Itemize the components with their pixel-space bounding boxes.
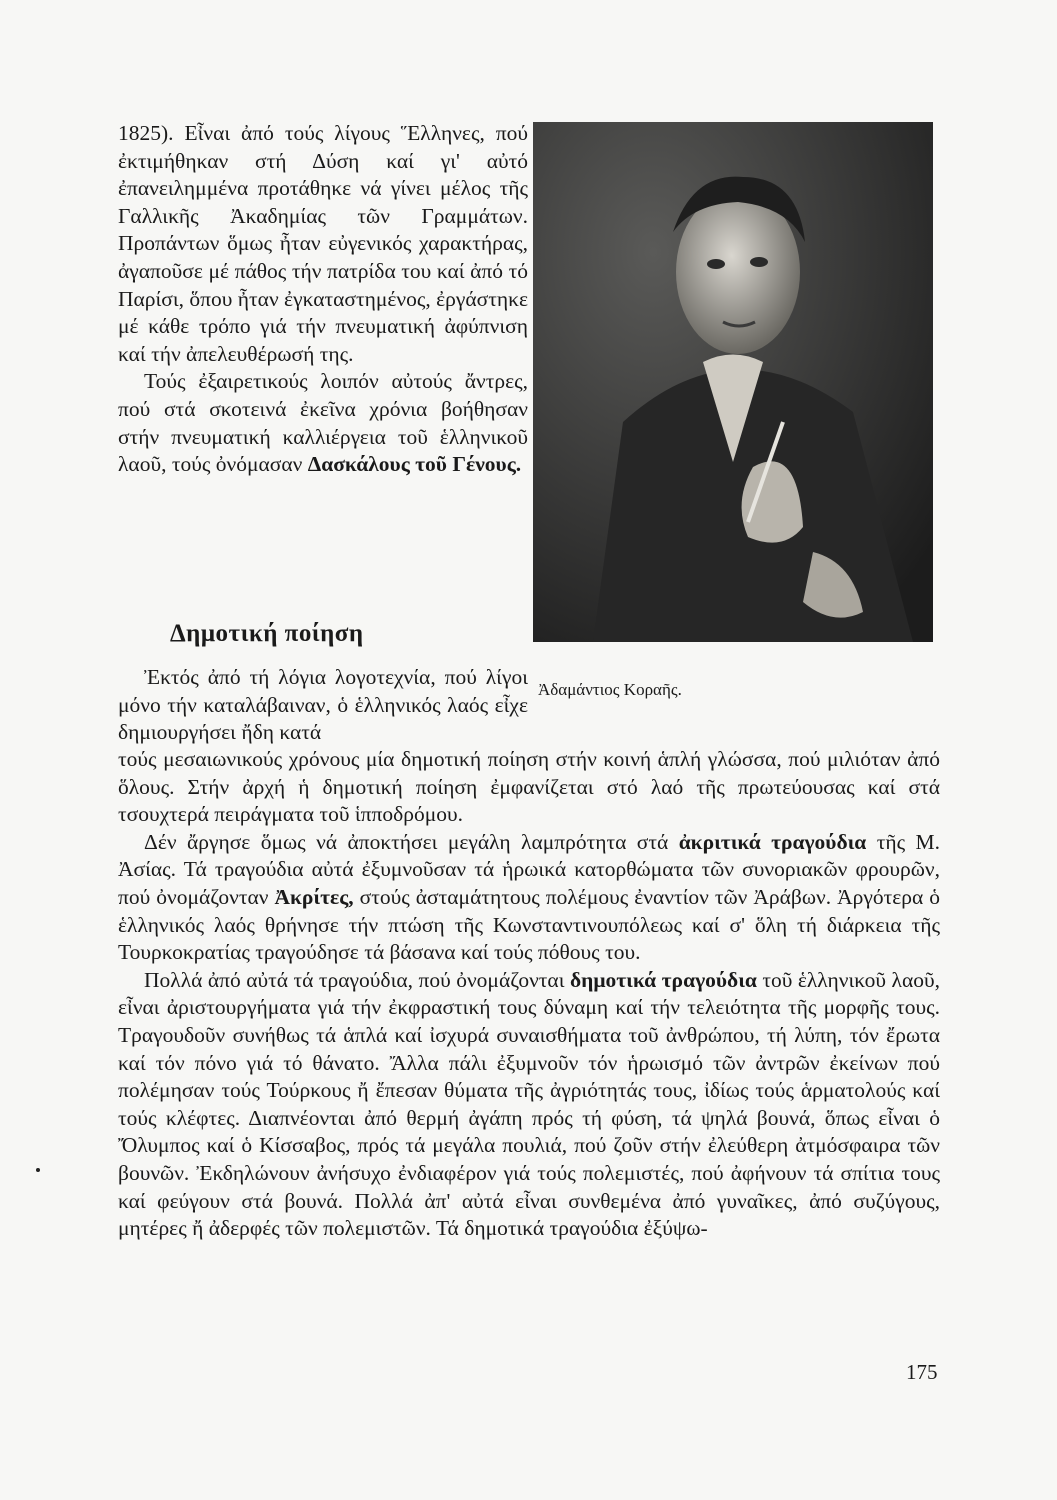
akritic-paragraph xyxy=(118,829,940,967)
intro-paragraph: 1825). Εἶναι ἀπό τούς λίγους Ἕλληνες, πού ἐκτιμήθηκαν στή Δύση καί γι' αὐτό ἐπανειλημμένα προτάθηκε νά γίνει μέλος τῆς Γαλλικῆς Ἀκαδημίας τῶν Γραμμάτων. Προπάντων ὅμως ἦταν εὐγενικός χαρακτήρας, ἀγαποῦσε μέ πάθος τήν πατρίδα του καί ἀπό τό Παρίσι, ὅπου ἦταν ἐγκαταστημένος, ἐργάστηκε μέ κάθε τρόπο γιά τήν πνευματική ἀφύπνιση καί τήν ἀπελευθέρωσή της. xyxy=(118,121,529,366)
folk-paragraph-continued: τούς μεσαιωνικούς χρόνους μία δημοτική ποίηση στήν κοινή ἁπλή γλώσσα, πού μιλιόταν ἀπό ὅλους. Στήν ἀρχή ἡ δημοτική ποίηση ἐμφανίζεται στό λαό τῆς πρωτεύουσας καί στά τσουχτερά πειράγματα τοῦ ἱπποδρόμου. xyxy=(118,747,940,827)
page-number: 175 xyxy=(906,1360,938,1384)
akritic-text-1: Δέν ἄργησε ὅμως νά ἀποκτήσει μεγάλη λαμπρότητα στά xyxy=(144,829,679,854)
folk-paragraph-left xyxy=(118,664,528,747)
teachers-text: Τούς ἐξαιρετικούς λοιπόν αὐτούς ἄντρες, πού στά σκοτεινά ἐκεῖνα χρόνια βοήθησαν στήν πνευματική καλλιέργεια τοῦ ἑλληνικοῦ λαοῦ, τούς ὀνόμασαν xyxy=(118,369,528,477)
folk-paragraph-start: Ἐκτός ἀπό τή λόγια λογοτεχνία, πού λίγοι μόνο τήν καταλάβαιναν, ὁ ἑλληνικός λαός εἶχε δημιουργήσει ἤδη κατά xyxy=(118,665,528,745)
margin-mark xyxy=(36,1168,40,1172)
full-width-text xyxy=(118,746,940,1243)
akritic-text-2: τῆς Μ. Ἀσίας. Τά τραγούδια αὐτά ἐξυμνοῦσαν τά ἡρωικά κατορθώματα τῶν συνοριακῶν φρουρῶν, πού ὀνομάζονταν xyxy=(118,829,940,909)
teachers-paragraph xyxy=(118,368,528,478)
section-heading: Δημοτική ποίηση xyxy=(170,620,364,647)
folk-songs-text-1: Πολλά ἀπό αὐτά τά τραγούδια, πού ὀνομάζονται xyxy=(144,967,570,992)
folk-songs-text-2: τοῦ ἑλληνικοῦ λαοῦ, εἶναι ἀριστουργήματα γιά τήν ἐκφραστική τους δύναμη καί τήν τελειότητα τῆς μορφῆς τους. Τραγουδοῦν συνήθως τά ἁπλά καί ἰσχυρά συναισθήματα τοῦ ἀνθρώπου, τή λύπη, τόν ἔρωτα καί τόν πόνο γιά τό θάνατο. Ἄλλα πάλι ἐξυμνοῦν τόν ἡρωισμό τῶν ἀντρῶν ἐκείνων πού πολέμησαν τούς Τούρκους ἤ ἔπεσαν θύματα τῆς ἀγριότητάς τους, ἰδίως τούς ἁρματολούς καί τούς κλέφτες. Διαπνέονται ἀπό θερμή ἀγάπη πρός τή φύση, τά ψηλά βουνά, ὅπως εἶναι ὁ Ὄλυμπος καί ὁ Κίσσαβος, πρός τά μεγάλα πουλιά, πού ζοῦν στήν ἐλεύθερη ἀτμόσφαιρα τῶν βουνῶν. Ἐκδηλώνουν ἀνήσυχο ἐνδιαφέρον γιά τούς πολεμιστές, πού ἀφήνουν τά σπίτια τους καί φεύγουν στά βουνά. Πολλά ἀπ' αὐτά εἶναι συνθεμένα ἀπό γυναῖκες, ἀπό συζύγους, μητέρες ἤ ἀδερφές τῶν πολεμιστῶν. Τά δημοτικά τραγούδια ἐξύψω- xyxy=(118,967,940,1241)
akritic-text-3: στούς ἀσταμάτητους πολέμους ἐναντίον τῶν Ἀράβων. Ἀργότερα ὁ ἑλληνικός λαός θρήνησε τήν πτώση τῆς Κωνσταντινουπόλεως καί σ' ὅλη τή διάρκεια τῆς Τουρκοκρατίας τραγούδησε τά βάσανα καί τούς πόθους του. xyxy=(118,884,941,965)
folk-songs-paragraph xyxy=(118,967,940,1243)
akrites-bold-term: Ἀκρίτες, xyxy=(274,884,354,909)
teachers-bold-term: Δασκάλους τοῦ Γένους. xyxy=(307,452,522,477)
left-column-text xyxy=(118,120,528,479)
folk-songs-bold-term: δημοτικά τραγούδια xyxy=(569,967,757,992)
portrait-image xyxy=(533,122,933,642)
akritic-bold-term: ἀκριτικά τραγούδια xyxy=(678,829,867,854)
portrait-caption: Ἀδαμάντιος Κοραῆς. xyxy=(538,680,682,699)
